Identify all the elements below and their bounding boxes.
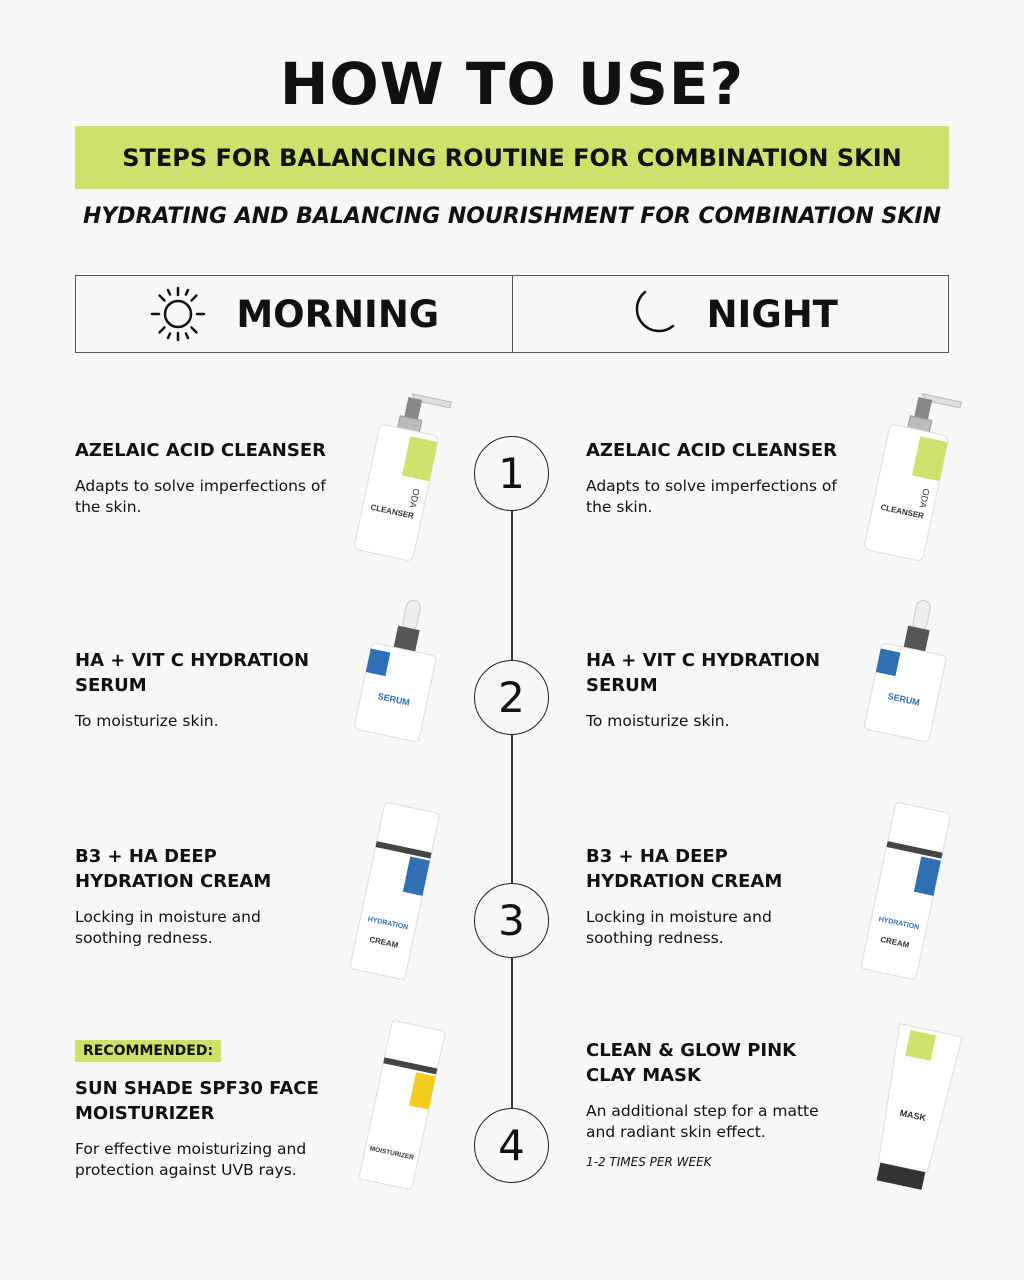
cream-bottle-image <box>345 798 445 983</box>
product-description: Locking in moisture and soothing redness. <box>75 908 261 947</box>
moisturizer-bottle-image <box>355 1018 450 1193</box>
step-number: 1 <box>474 436 549 511</box>
svg-text:HYDRATION: HYDRATION <box>878 916 920 932</box>
svg-text:CLEANSER: CLEANSER <box>879 502 925 521</box>
product-title: HA + VIT C HYDRATION SERUM <box>75 650 310 696</box>
page-title: HOW TO USE? <box>279 50 745 118</box>
svg-text:ODA: ODA <box>407 487 422 509</box>
serum-bottle-image <box>855 595 965 745</box>
svg-text:MASK: MASK <box>898 1107 927 1124</box>
night-step-2 <box>586 648 826 732</box>
product-description: To moisturize skin. <box>75 712 219 730</box>
svg-text:MOISTURIZER: MOISTURIZER <box>369 1145 415 1162</box>
product-title: B3 + HA DEEP HYDRATION CREAM <box>586 846 783 892</box>
product-description: To moisturize skin. <box>586 712 730 730</box>
svg-text:CREAM: CREAM <box>879 934 911 950</box>
banner-text: STEPS FOR BALANCING ROUTINE FOR COMBINATION SKIN <box>122 143 902 172</box>
product-title: AZELAIC ACID CLEANSER <box>75 440 326 461</box>
page-subtitle: HYDRATING AND BALANCING NOURISHMENT FOR COMBINATION SKIN <box>82 204 942 229</box>
time-of-day-header <box>75 275 949 353</box>
product-description: An additional step for a matte and radiant skin effect. <box>586 1102 819 1141</box>
product-description: Locking in moisture and soothing redness. <box>586 908 772 947</box>
timeline-line <box>511 470 513 1150</box>
step-number: 4 <box>474 1108 549 1183</box>
product-title: B3 + HA DEEP HYDRATION CREAM <box>75 846 272 892</box>
product-title: HA + VIT C HYDRATION SERUM <box>586 650 821 696</box>
morning-step-1 <box>75 438 335 518</box>
step-number: 2 <box>474 660 549 735</box>
morning-step-4 <box>75 1040 320 1181</box>
morning-step-2 <box>75 648 315 732</box>
svg-text:CREAM: CREAM <box>368 934 400 950</box>
night-header <box>512 276 949 352</box>
sun-icon <box>148 284 208 344</box>
morning-label: MORNING <box>236 292 440 336</box>
product-title: SUN SHADE SPF30 FACE MOISTURIZER <box>75 1078 319 1124</box>
svg-text:SERUM: SERUM <box>886 691 921 708</box>
cream-bottle-image <box>856 798 956 983</box>
serum-bottle-image <box>345 595 455 745</box>
step-number: 3 <box>474 883 549 958</box>
moon-icon <box>623 286 679 342</box>
product-title: CLEAN & GLOW PINK CLAY MASK <box>586 1040 797 1086</box>
night-step-1 <box>586 438 846 518</box>
svg-text:HYDRATION: HYDRATION <box>367 916 409 932</box>
mask-tube-image <box>855 1018 970 1193</box>
svg-text:ODA: ODA <box>917 487 932 509</box>
product-description: For effective moisturizing and protection against UVB rays. <box>75 1140 307 1179</box>
product-description: Adapts to solve imperfections of the skin. <box>586 477 837 516</box>
morning-header <box>76 276 512 352</box>
cleanser-bottle-image <box>850 385 970 565</box>
night-step-4 <box>586 1038 826 1169</box>
routine-banner <box>75 126 949 189</box>
recommended-badge: RECOMMENDED: <box>75 1040 221 1062</box>
product-description: Adapts to solve imperfections of the skin. <box>75 477 326 516</box>
night-step-3 <box>586 844 836 949</box>
svg-text:SERUM: SERUM <box>376 691 411 708</box>
night-label: NIGHT <box>706 292 838 336</box>
frequency-note: 1-2 TIMES PER WEEK <box>586 1155 712 1169</box>
cleanser-bottle-image <box>340 385 460 565</box>
svg-text:CLEANSER: CLEANSER <box>369 502 415 521</box>
product-title: AZELAIC ACID CLEANSER <box>586 440 837 461</box>
morning-step-3 <box>75 844 325 949</box>
